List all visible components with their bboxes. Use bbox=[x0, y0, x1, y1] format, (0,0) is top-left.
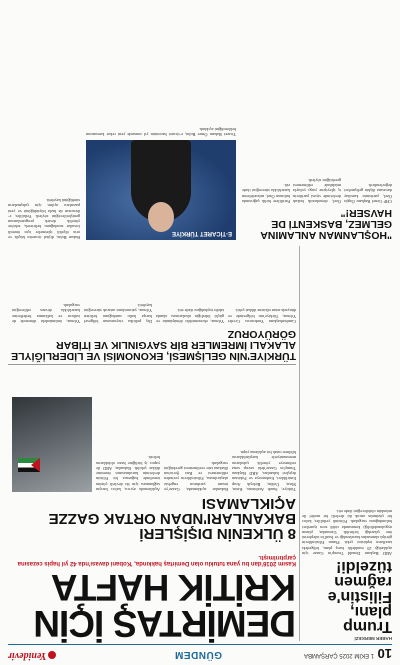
photo-caption: Ticaret Bakanı Ömer Bolat, e-ticaret hacminin yıl sonunda yeni rekor kırmasının beklendiğini açıkladı. bbox=[86, 126, 236, 137]
newspaper-logo bbox=[8, 650, 56, 661]
logo-icon bbox=[48, 651, 56, 659]
trump-byline: HABER MERKEZİ bbox=[354, 636, 392, 641]
eticaret-body: Bakan Bolat, dijital ticaretin küçük ve orta ölçekli işletmeler için önemli fırsatlar sunduğunu belirterek, sektöre yönelik destek programlarının genişletileceğini söyledi. Yetkililer, e-ihracatın da hızla büyüdüğünü ve yeni pazarlara açılım için çalışmaların sürdüğünü kaydetti. bbox=[8, 197, 80, 240]
ozel-headline: "HOŞLANMAN ANLAMINA GELMEZ, BASKENTİ DE HAVSER!" bbox=[260, 207, 392, 241]
gaza-headline: 8 ÜLKENİN DIŞİŞLERİ BAKANLARI'NDAN ORTAK GAZZE AÇIKLAMASI bbox=[48, 495, 296, 542]
ozel-column: Partililere birlik çağrısında bulunan Özel, mücadelenin kararlılıkla süreceğini ifade etti. bbox=[242, 183, 290, 204]
economy-columns bbox=[8, 229, 296, 324]
section-title: GÜNDEM bbox=[174, 649, 222, 660]
photo-face bbox=[148, 202, 174, 232]
logo-text: Yenidevir bbox=[8, 650, 47, 661]
photo-tag: E-TİCARET TÜRKİYE bbox=[172, 230, 232, 236]
economy-story bbox=[8, 231, 296, 365]
issue-date: 1 EKİM 2025 ÇARŞAMBA bbox=[303, 652, 374, 658]
gaza-photo bbox=[12, 397, 92, 492]
page-number: 10 bbox=[377, 646, 392, 661]
palestine-flag-icon bbox=[18, 458, 40, 472]
bottom-section bbox=[8, 8, 392, 240]
ozel-story bbox=[242, 8, 392, 240]
ozel-columns bbox=[242, 29, 392, 204]
page-header bbox=[8, 644, 392, 661]
lead-subhead: Kasım 2016'dan bu yana tutuklu olan Demirtaş hakkında, 'Kobani davası'nda 42 yıl hapis cezasına çarptırılmıştı. bbox=[17, 554, 296, 566]
economy-headline: TÜRKİYE'NİN GELİŞMESİ, EKONOMİSİ VE LİDERLİĞİYLE ALAKALI İMREMLER BİR SAYGINLIK VE İTİBAR GÖRÜYORUZ bbox=[11, 328, 296, 362]
economy-column: Yılmaz, önümüzdeki dönemde de istikrar ve kalkınma hedeflerine kararlılıkla devam edileceğini vurguladı. bbox=[12, 303, 80, 324]
gaza-column: Açıklamada ayrıca, kalıcı barışın sağlanması için iki devletli çözüm temelinde bağımsız bir Filistin devletinin kurulmasının önemine dikkat çekildi. Bakanlar, ABD ile yapıcı iş birliğine hazır olduklarını belirtti. bbox=[96, 455, 160, 492]
trump-headline: Trump planı, Filistin'e rağmen tüzeldi! bbox=[327, 558, 392, 635]
gaza-column: Türkiye, Suudi Arabistan, Katar, Mısır, Ürdün, Birleşik Arap Emirlikleri, Endonezya ve Pakistan dışişleri bakanları, ABD Başkanı Trump'ın Gazze'deki savaşı sona erdirmeye yönelik çabalarını memnuniyetle karşıladıklarını bildiren ortak bir açıklama yaptı. bbox=[232, 449, 296, 492]
ozel-column: Özel, demokratik hukuk devletinde siyasi partilerin iç işleyişine yargı yoluyla müdahale edilmemesi gerektiğini söyledi. bbox=[293, 177, 341, 204]
economy-column: Yılmaz, ekonomideki dönüşümün ve güçlü liderliğin uluslararası alanda takdir topladığını ifade etti. bbox=[156, 308, 224, 324]
economy-column: Dış politika vizyonunun bölgesel barışa katkı sunduğunu belirten Yılmaz, yatırımların artarak süreceğini kaydetti. bbox=[84, 303, 152, 324]
column-divider bbox=[299, 246, 300, 641]
lead-headline: DEMİRTAŞ İÇİN KRİTİK HAFTA bbox=[34, 567, 296, 644]
gaza-story bbox=[8, 361, 296, 541]
gaza-column: Bakanlar açıklamada, Gazze'ye insani yardımın engelsiz ulaştırılması, Filistinlilerin yerinden edilmemesi ve Batı Şeria'nın ilhakına izin verilmemesi gerektiğini vurguladı. bbox=[164, 460, 228, 492]
eticaret-photo bbox=[86, 140, 236, 240]
trump-body: ABD Başkanı Donald Trump'ın Gazze için açıkladığı 20 maddelik barış planı, bölgedeki tarafların tepkisini çekti. Planın Filistinlilerin görüşü alınmadan hazırlandığı ve İsrail'in taleplerini öne çıkardığı belirtildi. Uzmanlar, planın uygulanabilirliği konusunda ciddi soru işaretleri bulunduğunu vurguladı. Filistinli yetkililer, kalıcı bir çözümün ancak iki devletli bir model ile mümkün olabileceğini ifade etti. bbox=[302, 508, 392, 556]
trump-story bbox=[302, 291, 392, 641]
economy-column: Cumhurbaşkanı Yardımcısı Cevdet Yılmaz, Türkiye'nin bölgesinde ve dünyada artan etkisine dikkat çekti. bbox=[228, 308, 296, 324]
ozel-column: CHP Genel Başkanı Özgür Özel, partisinin kurultay davasına ilişkin gelişmeleri değerlendirdi. bbox=[344, 183, 392, 204]
